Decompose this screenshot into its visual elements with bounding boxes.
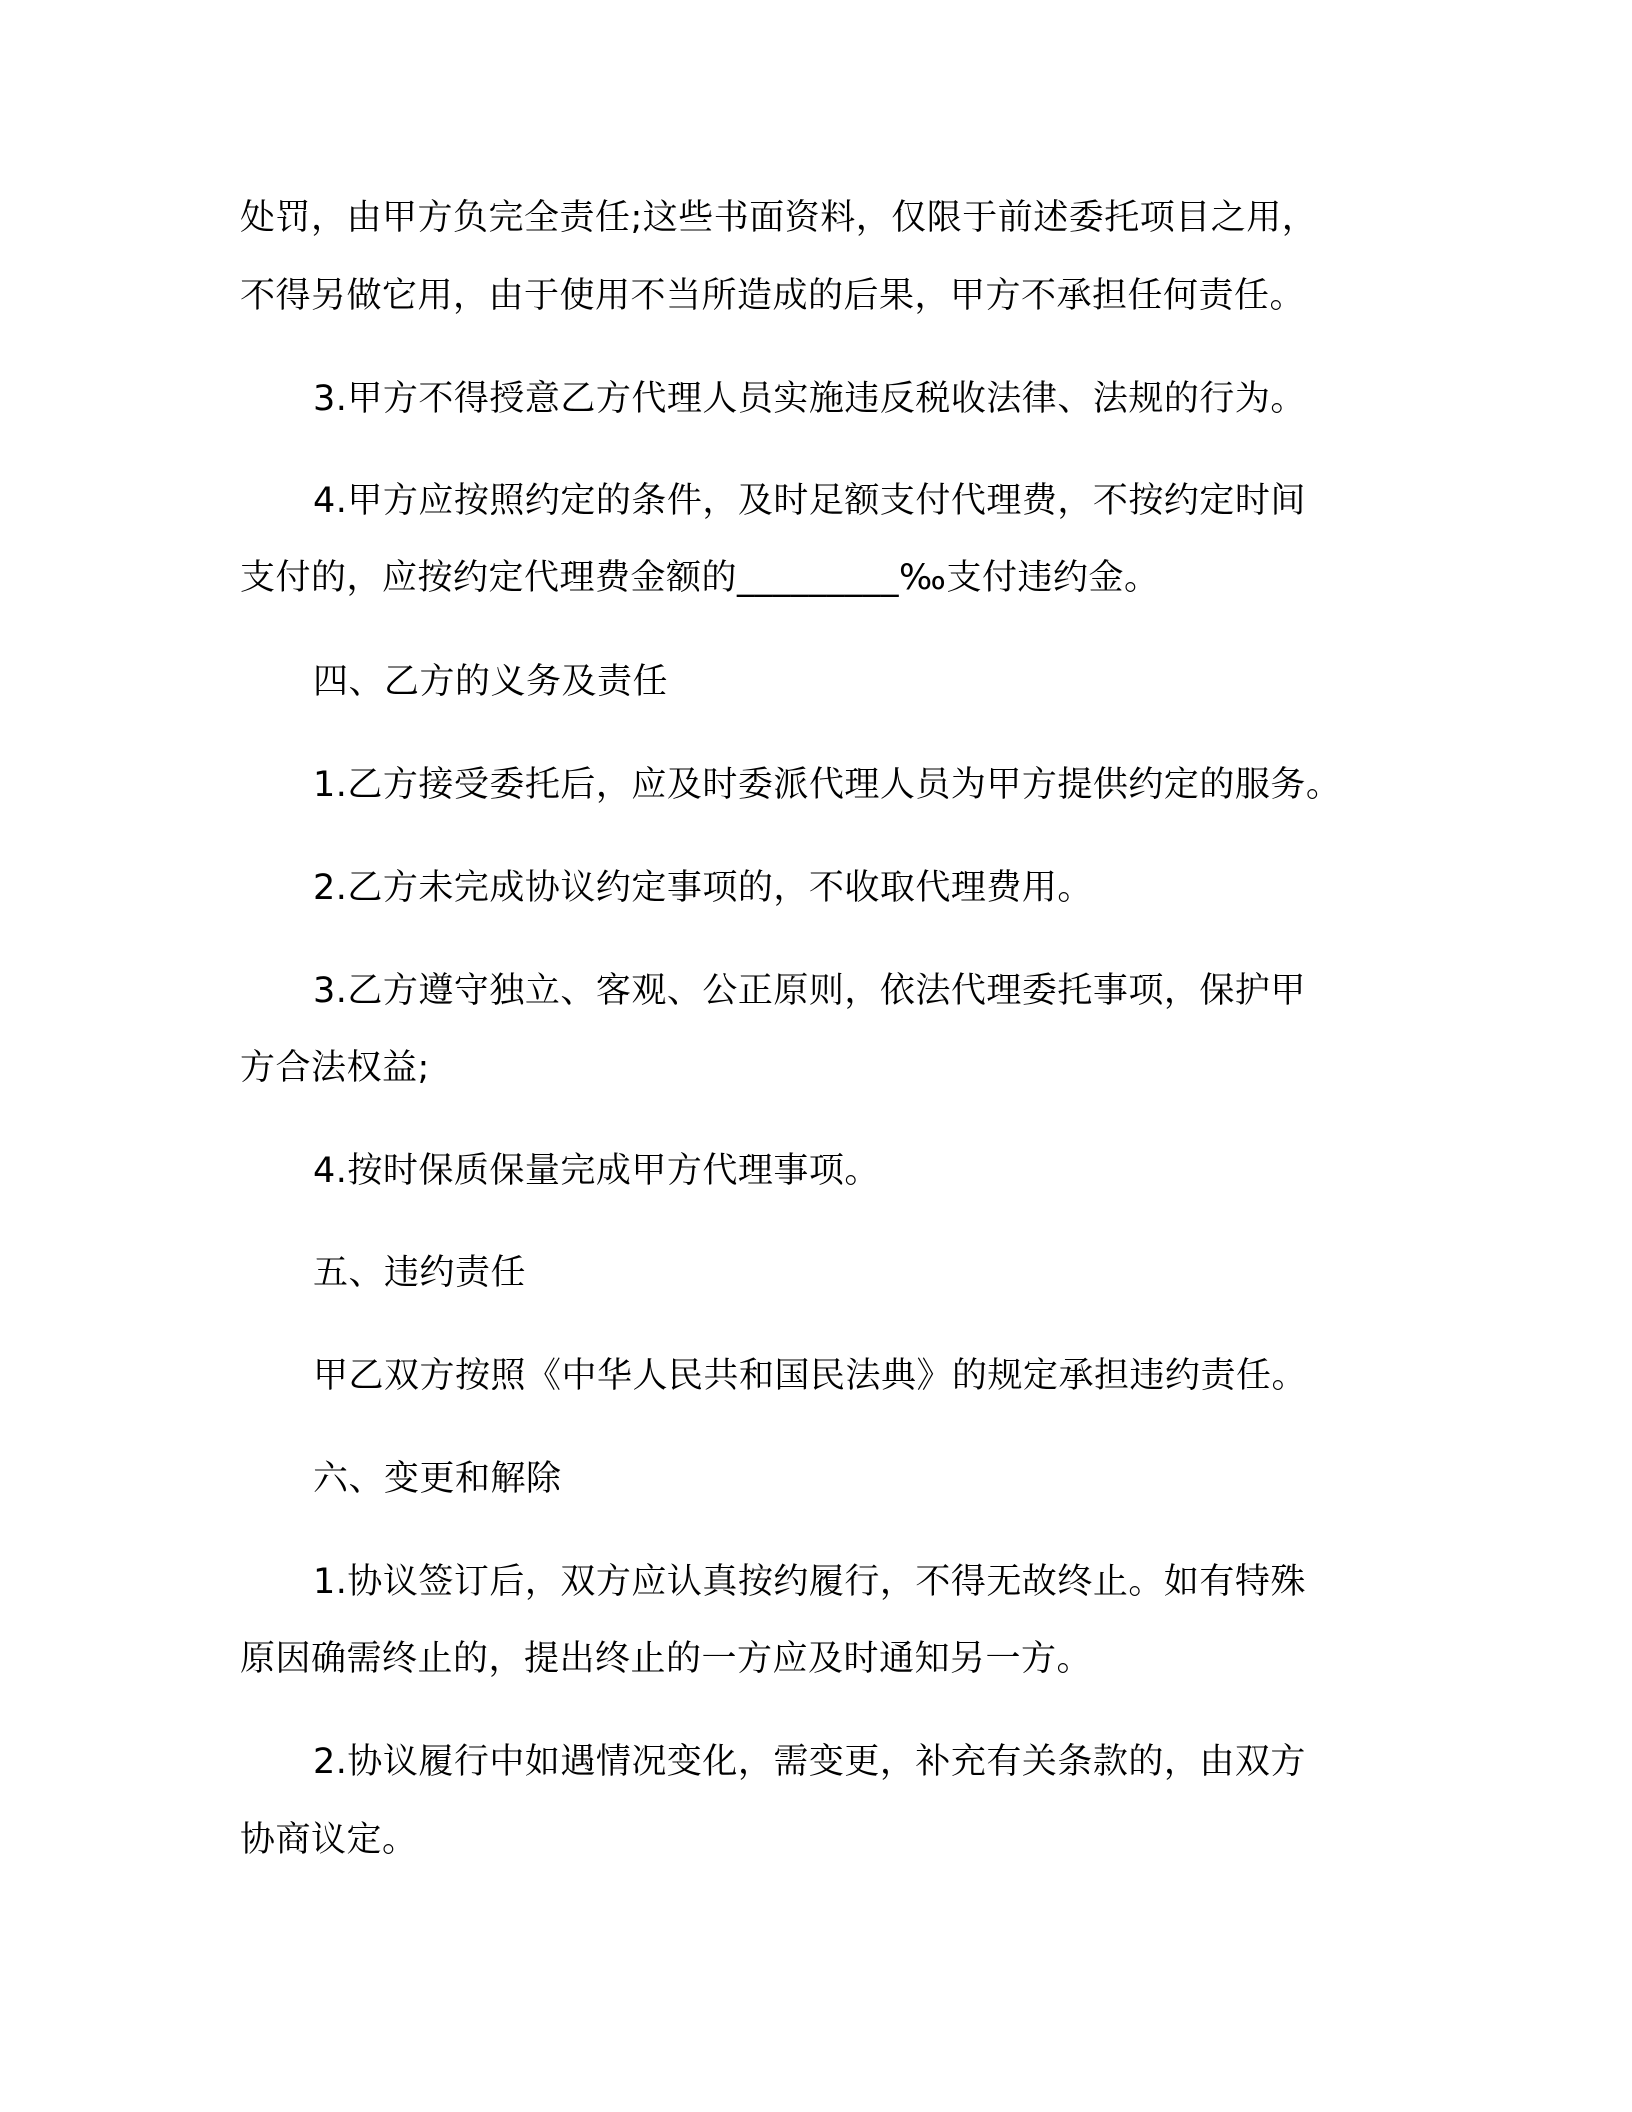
- clause-b1: 1.乙方接受委托后，应及时委派代理人员为甲方提供约定的服务。: [313, 765, 1342, 805]
- section-heading-4: 四、乙方的义务及责任: [313, 662, 669, 702]
- clause-a3: 3.甲方不得授意乙方代理人员实施违反税收法律、法规的行为。: [313, 379, 1306, 419]
- liability-clause: 甲乙双方按照《中华人民共和国民法典》的规定承担违约责任。: [313, 1356, 1308, 1396]
- text-line-1: 处罚，由甲方负完全责任;这些书面资料，仅限于前述委托项目之用，: [240, 198, 1318, 238]
- section-heading-5: 五、违约责任: [313, 1253, 527, 1293]
- clause-c2-cont: 协商议定。: [240, 1820, 418, 1860]
- clause-b4: 4.按时保质保量完成甲方代理事项。: [313, 1151, 880, 1191]
- clause-b3: 3.乙方遵守独立、客观、公正原则，依法代理委托事项，保护甲: [313, 971, 1306, 1011]
- section-heading-6: 六、变更和解除: [313, 1459, 562, 1499]
- clause-b3-cont: 方合法权益;: [240, 1048, 430, 1088]
- text-line-2: 不得另做它用，由于使用不当所造成的后果，甲方不承担任何责任。: [240, 276, 1306, 316]
- clause-c1-cont: 原因确需终止的，提出终止的一方应及时通知另一方。: [240, 1639, 1093, 1679]
- clause-a4: 4.甲方应按照约定的条件，及时足额支付代理费，不按约定时间: [313, 481, 1306, 521]
- clause-c2: 2.协议履行中如遇情况变化，需变更，补充有关条款的，由双方: [313, 1742, 1306, 1782]
- clause-b2: 2.乙方未完成协议约定事项的，不收取代理费用。: [313, 868, 1093, 908]
- clause-c1: 1.协议签订后，双方应认真按约履行，不得无故终止。如有特殊: [313, 1562, 1306, 1602]
- clause-a4-cont: 支付的，应按约定代理费金额的_________‰支付违约金。: [240, 558, 1160, 598]
